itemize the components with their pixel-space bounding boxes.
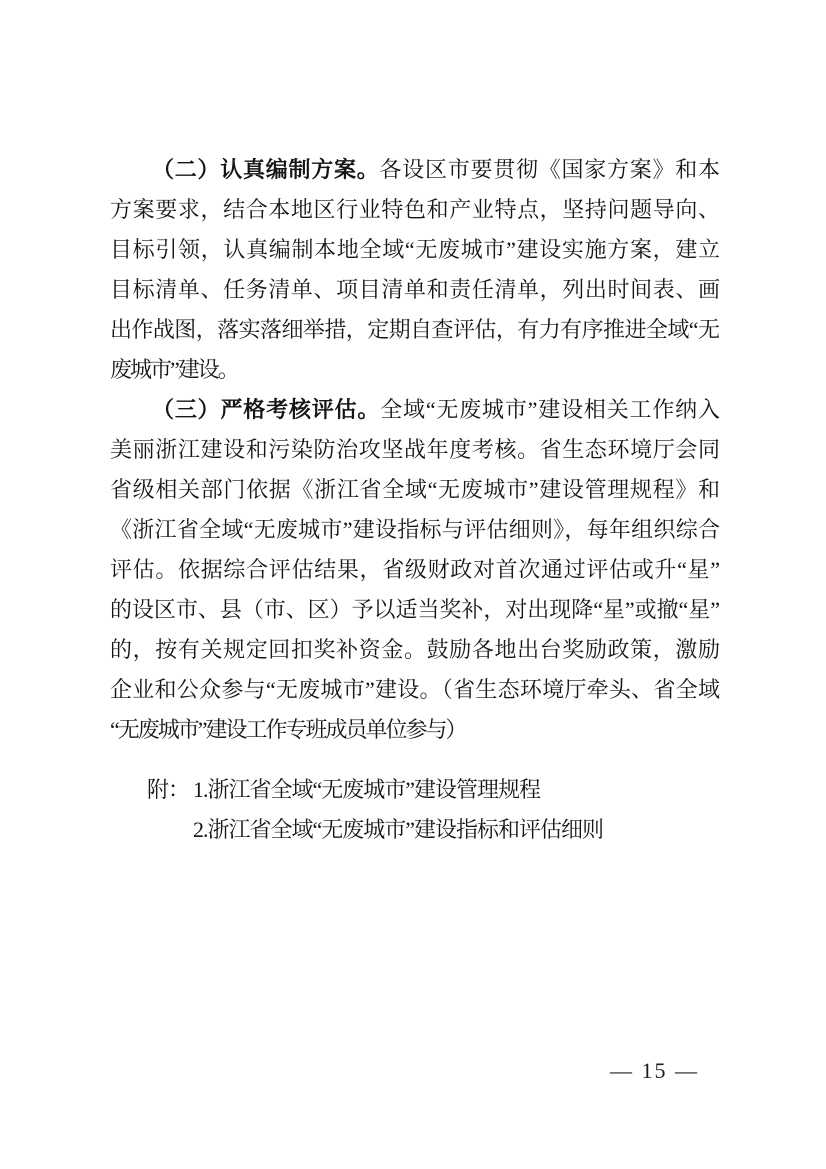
text-line: [110, 430, 718, 470]
heading-run: （三）严格考核评估。: [152, 397, 381, 422]
text-line: [110, 190, 718, 230]
text-run: 各设区市要贯彻《国家方案》和本: [379, 157, 718, 182]
text-run: 企业和公众参与“无废城市”建设。（省生态环境厅牵头、省全域: [110, 677, 718, 702]
text-line: [110, 270, 718, 310]
attachment-row: [147, 770, 603, 810]
page-number: — 15 —: [610, 1058, 699, 1083]
text-run: 省级相关部门依据《浙江省全域“无废城市”建设管理规程》和: [110, 477, 718, 502]
text-line: [110, 630, 718, 670]
text-line: [110, 150, 718, 190]
text-run: 评估。依据综合评估结果，省级财政对首次通过评估或升“星”: [110, 557, 718, 582]
text-line: [110, 470, 718, 510]
text-line: [110, 390, 718, 430]
text-run: 目标清单、任务清单、项目清单和责任清单，列出时间表、画: [110, 277, 718, 302]
document-body: [110, 150, 718, 750]
attachments-block: [147, 770, 603, 850]
heading-run: （二）认真编制方案。: [152, 157, 380, 182]
text-line: [110, 590, 718, 630]
text-line: [110, 230, 718, 270]
text-line: [110, 350, 718, 390]
text-run: 全域“无废城市”建设相关工作纳入: [380, 397, 718, 422]
text-line: [110, 550, 718, 590]
text-line: [110, 670, 718, 710]
attachment-row: [147, 810, 603, 850]
text-run: 出作战图，落实落细举措，定期自查评估，有力有序推进全域“无: [110, 317, 718, 342]
text-line: [110, 510, 718, 550]
text-run: 方案要求，结合本地区行业特色和产业特点，坚持问题导向、: [110, 197, 718, 222]
attachment-item-2: 2.浙江省全域“无废城市”建设指标和评估细则: [193, 817, 604, 842]
attachment-label: 附：: [147, 777, 190, 802]
text-run: 美丽浙江建设和污染防治攻坚战年度考核。省生态环境厅会同: [110, 437, 718, 462]
text-run: “无废城市”建设工作专班成员单位参与）: [110, 717, 466, 742]
text-run: 废城市”建设。: [110, 357, 238, 382]
text-run: 的设区市、县（市、区）予以适当奖补，对出现降“星”或撤“星”: [110, 597, 718, 622]
text-run: 《浙江省全域“无废城市”建设指标与评估细则》，每年组织综合: [110, 517, 718, 542]
text-run: 目标引领，认真编制本地全域“无废城市”建设实施方案，建立: [110, 237, 718, 262]
text-run: 的，按有关规定回扣奖补资金。鼓励各地出台奖励政策，激励: [110, 637, 718, 662]
text-line: [110, 310, 718, 350]
attachment-item-1: 1.浙江省全域“无废城市”建设管理规程: [193, 777, 541, 802]
text-line: [110, 710, 718, 750]
